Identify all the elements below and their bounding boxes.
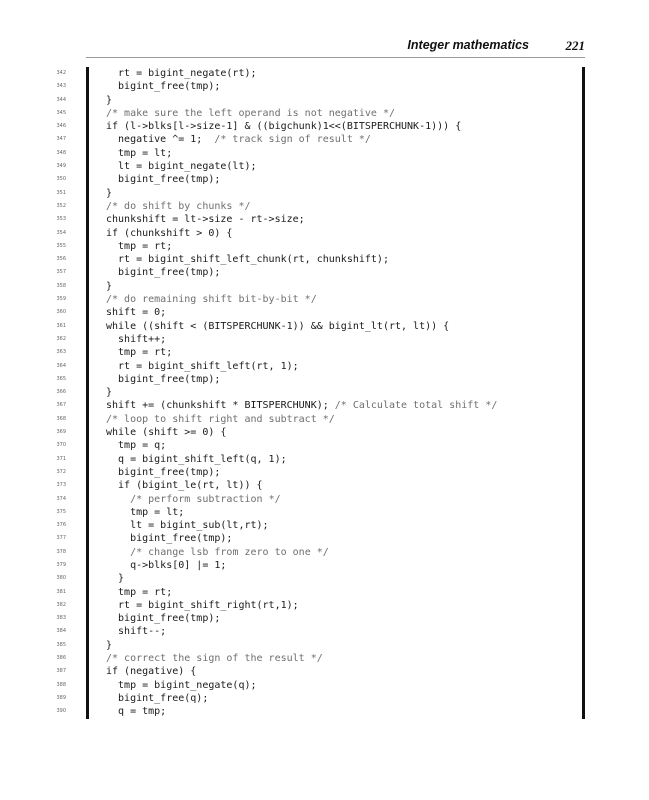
- line-number: 351: [56, 189, 66, 196]
- line-number: 385: [56, 641, 66, 648]
- line-number: 388: [56, 681, 66, 688]
- code-line: [0, 346, 649, 359]
- line-number: 350: [56, 176, 66, 183]
- code-line: [0, 160, 649, 173]
- code-line: [0, 639, 649, 652]
- code-statement: tmp = lt;: [106, 147, 173, 159]
- code-comment: /* track sign of result */: [214, 134, 371, 146]
- code-line: [0, 453, 649, 466]
- code-line: [0, 466, 649, 479]
- code-line: [0, 147, 649, 160]
- line-number: 369: [56, 429, 66, 436]
- code-line: [0, 253, 649, 266]
- line-number: 377: [56, 535, 66, 542]
- line-number: 358: [56, 282, 66, 289]
- code-line: [0, 213, 649, 226]
- code-text: [106, 586, 172, 599]
- code-line: [0, 652, 649, 665]
- code-statement: shift--;: [106, 626, 167, 638]
- code-text: [106, 532, 232, 545]
- code-line: [0, 705, 649, 718]
- code-line: [0, 413, 649, 426]
- code-text: [106, 692, 208, 705]
- code-line: [0, 333, 649, 346]
- code-text: [106, 572, 124, 585]
- code-comment: /* make sure the left operand is not negative */: [106, 107, 395, 119]
- code-statement: q = bigint_shift_left(q, 1);: [106, 453, 287, 465]
- line-number: 355: [56, 242, 66, 249]
- code-statement: }: [106, 387, 113, 399]
- line-number: 379: [56, 561, 66, 568]
- code-text: [106, 639, 112, 652]
- code-line: [0, 519, 649, 532]
- code-text: [106, 107, 395, 120]
- code-line: [0, 599, 649, 612]
- code-text: [106, 665, 196, 678]
- line-number: 374: [56, 495, 66, 502]
- line-number: 364: [56, 362, 66, 369]
- code-statement: bigint_free(tmp);: [106, 81, 221, 93]
- line-number: 382: [56, 601, 66, 608]
- code-comment: /* loop to shift right and subtract */: [106, 413, 335, 425]
- code-text: [106, 306, 166, 319]
- code-comment: /* perform subtraction */: [130, 493, 281, 505]
- code-line: [0, 227, 649, 240]
- code-statement: tmp = q;: [106, 440, 167, 452]
- line-number: 376: [56, 522, 66, 529]
- code-text: [106, 94, 112, 107]
- line-number: 367: [56, 402, 66, 409]
- code-statement: if (chunkshift > 0) {: [106, 227, 233, 239]
- code-statement: }: [106, 573, 125, 585]
- code-statement: }: [106, 187, 113, 199]
- code-line: [0, 133, 649, 146]
- code-text: [106, 519, 269, 532]
- code-statement: lt = bigint_negate(lt);: [106, 161, 257, 173]
- code-statement: }: [106, 94, 113, 106]
- code-statement: while ((shift < (BITSPERCHUNK-1)) && bigint_lt(rt, lt)) {: [106, 320, 450, 332]
- code-line: [0, 399, 649, 412]
- chapter-title: Integer mathematics: [407, 38, 529, 52]
- code-statement: [106, 494, 130, 505]
- code-comment: /* do remaining shift bit-by-bit */: [106, 294, 317, 306]
- code-line: [0, 625, 649, 638]
- code-line: [0, 360, 649, 373]
- code-line: [0, 692, 649, 705]
- code-line: [0, 107, 649, 120]
- line-number: 354: [56, 229, 66, 236]
- code-line: [0, 546, 649, 559]
- code-line: [0, 586, 649, 599]
- code-listing: [0, 67, 649, 719]
- code-statement: rt = bigint_shift_left_chunk(rt, chunkshift);: [106, 254, 389, 266]
- line-number: 362: [56, 335, 66, 342]
- line-number: 375: [56, 508, 66, 515]
- code-text: [106, 426, 226, 439]
- line-number: 383: [56, 615, 66, 622]
- code-statement: shift += (chunkshift * BITSPERCHUNK);: [106, 400, 335, 412]
- code-line: [0, 506, 649, 519]
- line-number: 387: [56, 668, 66, 675]
- line-number: 366: [56, 389, 66, 396]
- line-number: 352: [56, 202, 66, 209]
- code-line: [0, 479, 649, 492]
- code-text: [106, 479, 263, 492]
- code-line: [0, 493, 649, 506]
- code-text: [106, 493, 281, 506]
- code-statement: }: [106, 280, 113, 292]
- code-statement: rt = bigint_negate(rt);: [106, 68, 257, 79]
- code-text: [106, 120, 461, 133]
- code-statement: q->blks[0] |= 1;: [106, 559, 227, 571]
- line-number: 372: [56, 468, 66, 475]
- code-text: [106, 253, 389, 266]
- code-text: [106, 280, 112, 293]
- code-statement: chunkshift = lt->size - rt->size;: [106, 214, 305, 226]
- code-text: [106, 80, 220, 93]
- line-number: 346: [56, 123, 66, 130]
- code-text: [106, 173, 220, 186]
- code-statement: rt = bigint_shift_right(rt,1);: [106, 599, 299, 611]
- code-statement: q = tmp;: [106, 706, 167, 718]
- code-statement: bigint_free(q);: [106, 692, 209, 704]
- code-text: [106, 160, 257, 173]
- code-statement: }: [106, 639, 113, 651]
- line-number: 342: [56, 70, 66, 76]
- code-statement: rt = bigint_shift_left(rt, 1);: [106, 360, 299, 372]
- code-text: [106, 413, 335, 426]
- line-number: 357: [56, 269, 66, 276]
- code-line: [0, 373, 649, 386]
- code-statement: bigint_free(tmp);: [106, 613, 221, 625]
- code-text: [106, 213, 305, 226]
- line-number: 360: [56, 309, 66, 316]
- code-line: [0, 173, 649, 186]
- code-line: [0, 67, 649, 80]
- line-number: 378: [56, 548, 66, 555]
- code-line: [0, 266, 649, 279]
- code-statement: if (bigint_le(rt, lt)) {: [106, 480, 263, 492]
- code-statement: bigint_free(tmp);: [106, 466, 221, 478]
- code-comment: /* correct the sign of the result */: [106, 653, 323, 665]
- line-number: 359: [56, 296, 66, 303]
- code-statement: tmp = bigint_negate(q);: [106, 679, 257, 691]
- code-text: [106, 227, 232, 240]
- code-text: [106, 439, 166, 452]
- code-line: [0, 120, 649, 133]
- code-line: [0, 679, 649, 692]
- code-text: [106, 466, 220, 479]
- line-number: 343: [56, 83, 66, 90]
- line-number: 371: [56, 455, 66, 462]
- code-text: [106, 546, 329, 559]
- code-text: [106, 200, 251, 213]
- code-line: [0, 320, 649, 333]
- code-statement: shift++;: [106, 333, 167, 345]
- line-number: 370: [56, 442, 66, 449]
- line-number: 365: [56, 375, 66, 382]
- code-line: [0, 306, 649, 319]
- line-number: 349: [56, 163, 66, 170]
- code-text: [106, 399, 497, 412]
- code-line: [0, 665, 649, 678]
- code-line: [0, 80, 649, 93]
- code-text: [106, 506, 184, 519]
- code-statement: if (negative) {: [106, 666, 197, 678]
- line-number: 356: [56, 256, 66, 263]
- code-text: [106, 333, 166, 346]
- header-rule: [86, 57, 585, 58]
- code-text: [106, 453, 287, 466]
- code-statement: tmp = lt;: [106, 506, 185, 518]
- code-text: [106, 293, 317, 306]
- page-number: 221: [565, 38, 585, 53]
- code-text: [106, 705, 166, 718]
- code-text: [106, 612, 220, 625]
- code-line: [0, 572, 649, 585]
- code-text: [106, 133, 371, 146]
- line-number: 380: [56, 575, 66, 582]
- code-text: [106, 373, 220, 386]
- code-line: [0, 612, 649, 625]
- code-line: [0, 200, 649, 213]
- line-number: 386: [56, 655, 66, 662]
- code-statement: if (l->blks[l->size-1] & ((bigchunk)1<<(BITSPERCHUNK-1))) {: [106, 121, 462, 133]
- code-comment: /* do shift by chunks */: [106, 200, 251, 212]
- line-number: 345: [56, 109, 66, 116]
- code-text: [106, 240, 172, 253]
- code-text: [106, 386, 112, 399]
- code-statement: while (shift >= 0) {: [106, 427, 227, 439]
- code-text: [106, 652, 323, 665]
- line-number: 363: [56, 349, 66, 356]
- code-statement: [106, 547, 130, 558]
- code-text: [106, 67, 257, 80]
- code-text: [106, 599, 299, 612]
- code-text: [106, 625, 166, 638]
- code-statement: shift = 0;: [106, 307, 167, 319]
- code-line: [0, 532, 649, 545]
- line-number: 348: [56, 149, 66, 156]
- code-statement: tmp = rt;: [106, 240, 173, 252]
- code-text: [106, 187, 112, 200]
- code-line: [0, 240, 649, 253]
- code-statement: bigint_free(tmp);: [106, 267, 221, 279]
- code-text: [106, 346, 172, 359]
- line-number: 353: [56, 216, 66, 223]
- code-comment: /* Calculate total shift */: [334, 400, 498, 412]
- code-statement: tmp = rt;: [106, 586, 173, 598]
- code-line: [0, 559, 649, 572]
- code-line: [0, 280, 649, 293]
- code-line: [0, 426, 649, 439]
- running-header: [0, 38, 585, 54]
- line-number: 347: [56, 136, 66, 143]
- code-text: [106, 679, 257, 692]
- code-line: [0, 94, 649, 107]
- line-number: 344: [56, 96, 66, 103]
- code-line: [0, 293, 649, 306]
- code-text: [106, 360, 299, 373]
- code-line: [0, 386, 649, 399]
- code-text: [106, 266, 220, 279]
- code-line: [0, 439, 649, 452]
- code-statement: lt = bigint_sub(lt,rt);: [106, 520, 269, 532]
- line-number: 384: [56, 628, 66, 635]
- line-number: 390: [56, 708, 66, 715]
- code-line: [0, 187, 649, 200]
- line-number: 368: [56, 415, 66, 422]
- code-statement: negative ^= 1;: [106, 134, 215, 146]
- code-text: [106, 320, 449, 333]
- code-statement: tmp = rt;: [106, 347, 173, 359]
- line-number: 361: [56, 322, 66, 329]
- code-statement: bigint_free(tmp);: [106, 174, 221, 186]
- code-text: [106, 147, 172, 160]
- line-number: 381: [56, 588, 66, 595]
- code-comment: /* change lsb from zero to one */: [130, 546, 329, 558]
- line-number: 373: [56, 482, 66, 489]
- code-statement: bigint_free(tmp);: [106, 373, 221, 385]
- code-statement: bigint_free(tmp);: [106, 533, 233, 545]
- code-text: [106, 559, 226, 572]
- line-number: 389: [56, 694, 66, 701]
